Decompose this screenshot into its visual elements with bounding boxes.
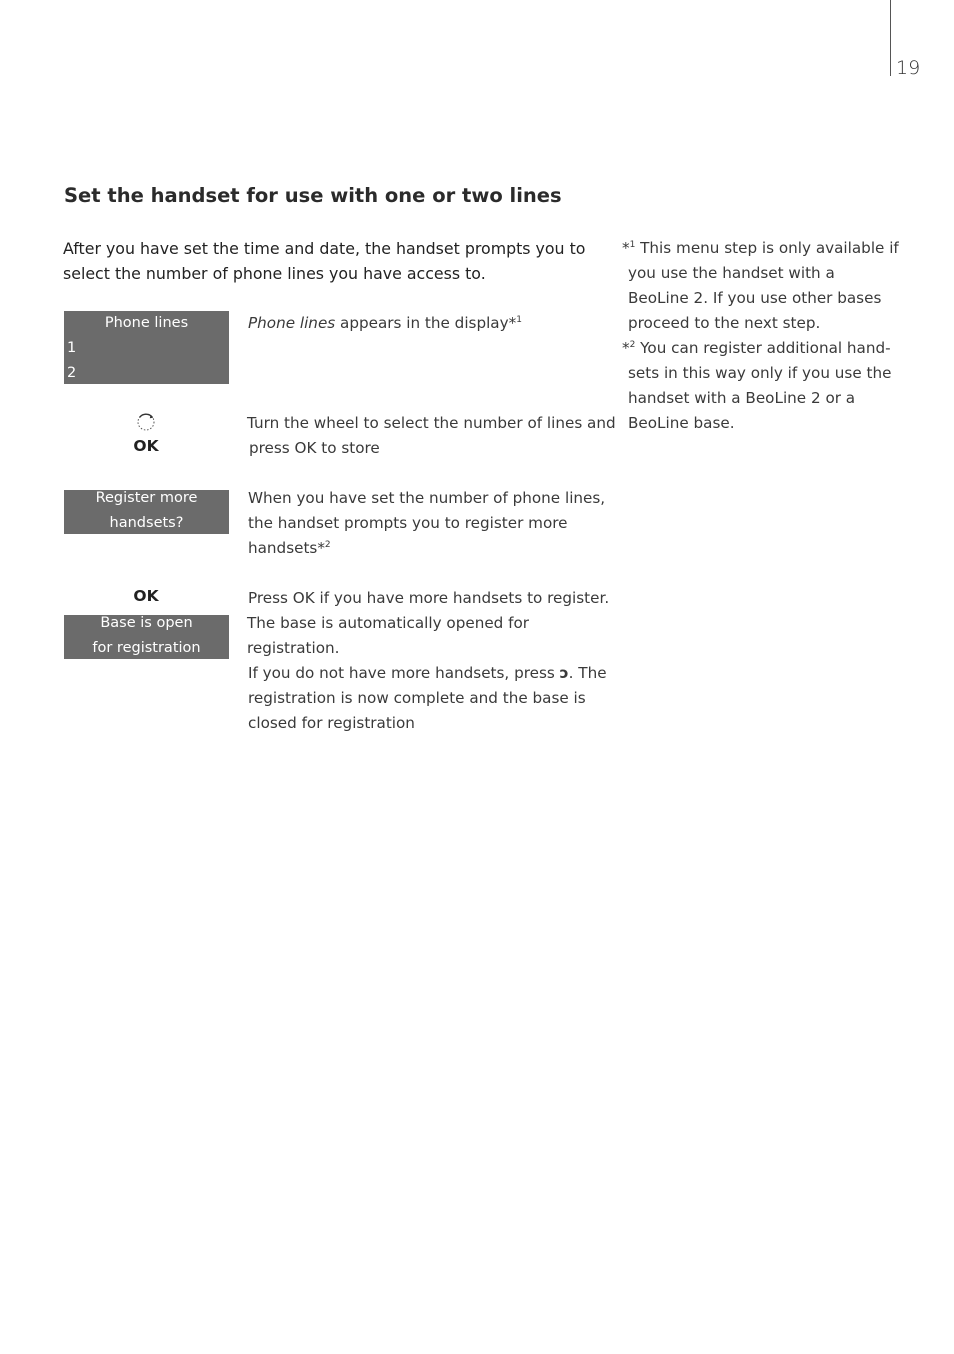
step-1-sup: 1	[516, 314, 522, 325]
footnote-1-line-2: you use the handset with a	[628, 264, 835, 282]
display-register-more	[64, 490, 229, 534]
footnotes	[622, 236, 902, 436]
step-4-line-5: closed for registration	[248, 714, 415, 732]
display-phone-lines	[64, 311, 229, 384]
step-2-text	[247, 411, 617, 461]
footnote-1-line-4: proceed to the next step.	[628, 314, 821, 332]
footnote-1-sup: 1	[629, 239, 636, 250]
display-option-1: 1	[67, 340, 77, 356]
footnote-2-line-3: handset with a BeoLine 2 or a	[628, 389, 856, 407]
display-line-1: Base is open	[100, 615, 193, 631]
footnote-2-line-4: BeoLine base.	[628, 414, 735, 432]
step-3-line-1: When you have set the number of phone lines,	[248, 489, 606, 507]
ok-key-label: OK	[133, 437, 159, 455]
section-heading: Set the handset for use with one or two lines	[64, 184, 562, 207]
footnote-2-sup: 2	[629, 339, 636, 350]
step-4-line-3b: . The	[568, 664, 607, 682]
footnote-2	[622, 336, 902, 361]
step-4-line-1: Press OK if you have more handsets to register.	[248, 589, 610, 607]
step-3-line-3	[248, 536, 618, 561]
step-3-line-2: the handset prompts you to register more	[248, 514, 568, 532]
display-line-1: Register more	[95, 490, 198, 506]
step-1-rest: appears in the display*	[335, 314, 517, 332]
intro-paragraph: After you have set the time and date, the handset prompts you to select the number of phone lines you have access to.	[63, 239, 586, 283]
display-title: Phone lines	[104, 315, 189, 331]
page-number: 19	[896, 57, 921, 79]
display-line-2: for registration	[92, 640, 201, 656]
step-4-line-4: registration is now complete and the base is	[248, 689, 586, 707]
step-3-text	[248, 486, 618, 561]
display-line-2: handsets?	[109, 514, 184, 531]
step-2-line-1: Turn the wheel to select the number of lines and	[247, 414, 616, 432]
step-4-line-3	[248, 661, 618, 686]
wheel-icon	[136, 412, 156, 432]
footnote-2-marker: *	[622, 339, 630, 357]
step-4-text	[248, 586, 618, 736]
display-base-open	[64, 615, 229, 659]
step-4-line-3a: If you do not have more handsets, press	[248, 664, 560, 682]
footnote-2-line-1: You can register additional hand-	[635, 339, 891, 357]
page-rule	[890, 0, 891, 76]
footnote-1-line-1: This menu step is only available if	[635, 239, 899, 257]
step-4-line-2: The base is automatically opened for registration.	[247, 614, 530, 657]
ok-key-label-2: OK	[133, 587, 159, 605]
step-3-line-3-text: handsets*	[248, 539, 325, 557]
step-2-line-2: press OK to store	[249, 439, 380, 457]
footnote-2-line-2: sets in this way only if you use the	[628, 364, 892, 382]
step-3-sup: 2	[324, 539, 331, 550]
back-arrow-icon: ↄ	[559, 664, 569, 682]
footnote-1	[622, 236, 902, 261]
display-option-2: 2	[67, 365, 77, 381]
footnote-1-line-3: BeoLine 2. If you use other bases	[628, 289, 882, 307]
footnote-1-marker: *	[622, 239, 630, 257]
step-1-italic: Phone lines	[248, 314, 336, 332]
step-1-text	[248, 311, 522, 336]
